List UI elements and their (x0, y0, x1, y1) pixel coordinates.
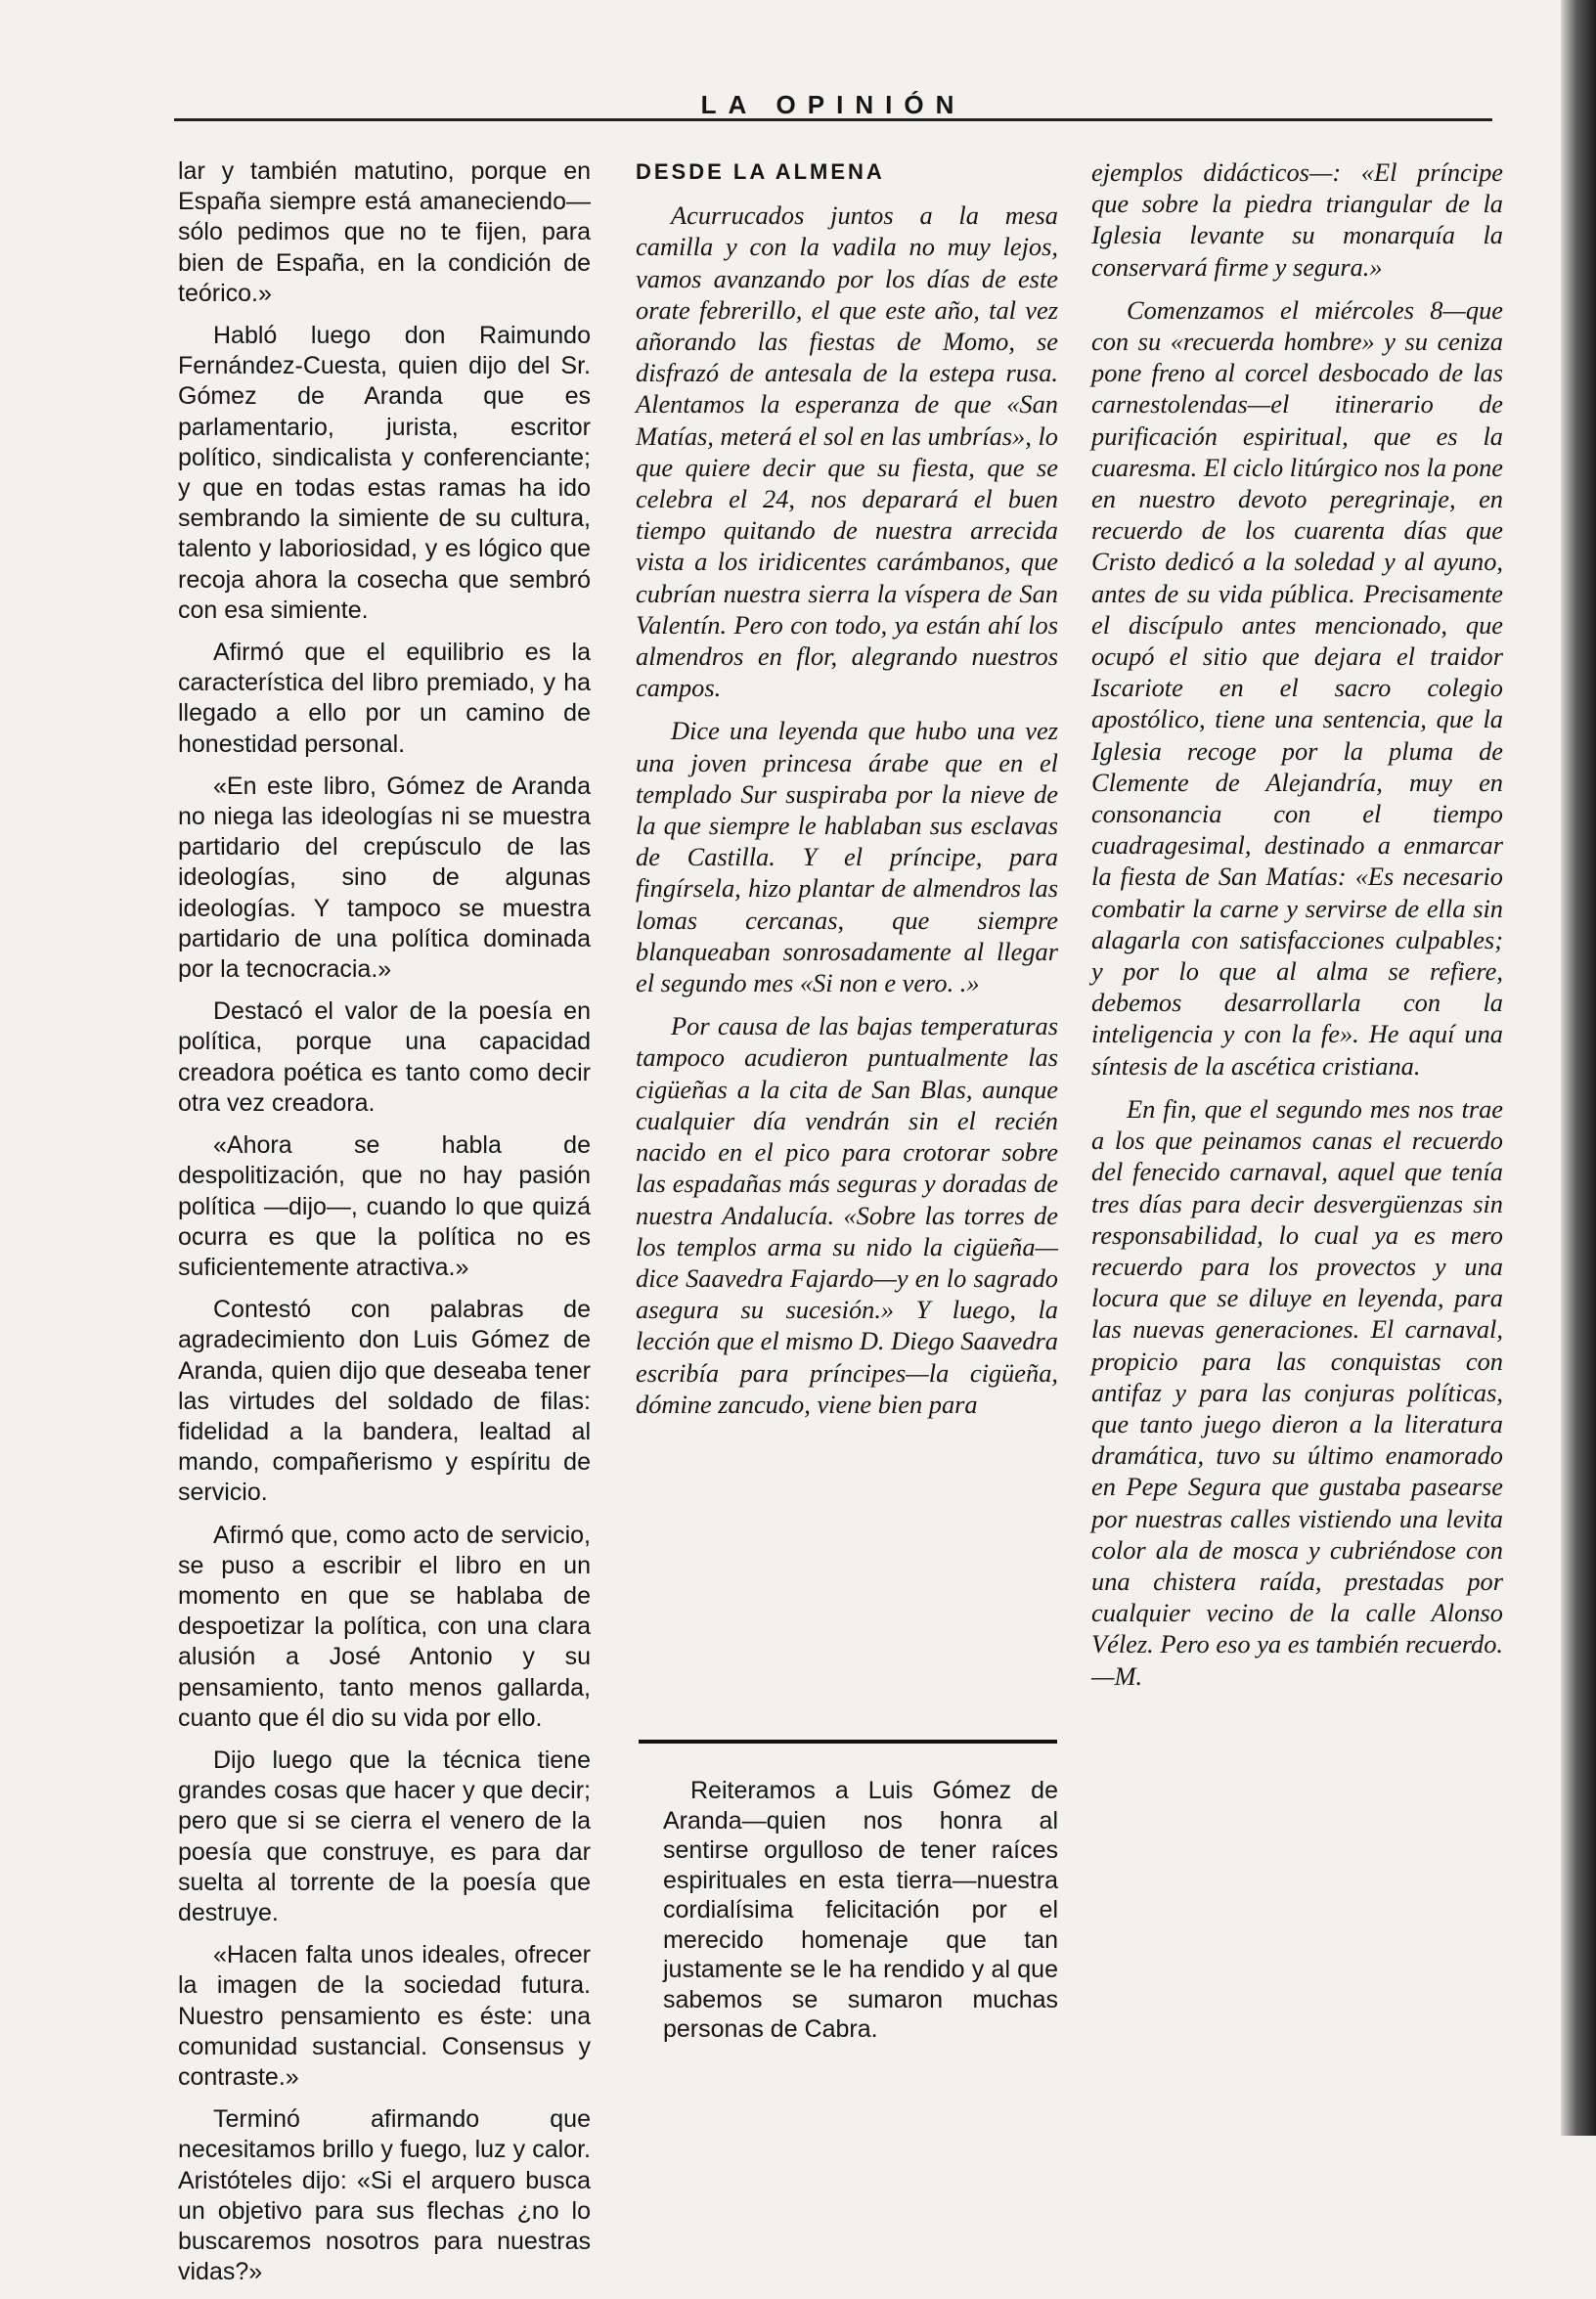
column-3-paragraph: Comenzamos el miércoles 8—que con su «recuerda hombre» y su ceniza pone freno al corcel desbocado de las carnestolendas—el itinerario de purificación espiritual, que es la cuaresma. El ciclo litúrgico nos la pone en nuestro devoto peregrinaje, en recuerdo de los cuarenta días que Cristo dedicó a la soledad y al ayuno, antes de su vida pública. Precisamente el discípulo antes mencionado, que ocupó el sitio que dejara el traidor Iscariote en el sacro colegio apostólico, tiene una sentencia, que la Iglesia recoge por la pluma de Clemente de Alejandría, muy en consonancia con el tiempo cuadragesimal, destinado a enmarcar la fiesta de San Matías: «Es necesario combatir la carne y servirse de ella sin alagarla con satisfacciones culpables; y por lo que al alma se refiere, debemos desarrollarla con la inteligencia y con la fe». He aquí una síntesis de la ascética cristiana. (1091, 294, 1503, 1081)
column-2-paragraph: Por causa de las bajas temperaturas tampoco acudieron puntualmente las cigüeñas a la cita de San Blas, aunque cualquier día vendrán sin el recién nacido en el pico para crotorar sobre las espadañas más seguras y doradas de nuestra Andalucía. «Sobre las torres de los templos arma su nido la cigüeña—dice Saavedra Fajardo—y en lo sagrado asegura su sucesión.» Y luego, la lección que el mismo D. Diego Saavedra escribía para príncipes—la cigüeña, dómine zancudo, viene bien para (636, 1011, 1058, 1419)
column-1-paragraph: «Hacen falta unos ideales, ofrecer la imagen de la sociedad futura. Nuestro pensamiento es éste: una comunidad sustancial. Consensus y contraste.» (178, 1941, 591, 2091)
column-1-paragraph: lar y también matutino, porque en España siempre está amaneciendo—sólo pedimos que no te fijen, para bien de España, en la condición de teórico.» (178, 157, 591, 307)
column-2-bottom-paragraph: Reiteramos a Luis Gómez de Aranda—quien nos honra al sentirse orgulloso de tener raíces espirituales en esta tierra—nuestra cordialísima felicitación por el merecido homenaje que tan justamente se le ha rendido y al que sabemos se sumaron muchas personas de Cabra. (663, 1777, 1058, 2043)
column-1-paragraph: Dijo luego que la técnica tiene grandes cosas que hacer y que decir; pero que si se cierra el venero de la poesía que construye, es para dar suelta al torrente de la poesía que destruye. (178, 1746, 591, 1926)
column-2-bottom (663, 1776, 1058, 2045)
column-1-paragraph: Destacó el valor de la poesía en política, porque una capacidad creadora poética es tanto como decir otra vez creadora. (178, 997, 591, 1117)
page-header-title: LA OPINIÓN (700, 90, 966, 119)
column-1-paragraph: Habló luego don Raimundo Fernández-Cuesta, quien dijo del Sr. Gómez de Aranda que es parlamentario, jurista, escritor político, sindicalista y conferenciante; y que en todas estas ramas ha ido sembrando la simiente de su cultura, talento y laboriosidad, y es lógico que recoja ahora la cosecha que sembró con esa simiente. (178, 322, 591, 624)
column-1-paragraph: Afirmó que, como acto de servicio, se puso a escribir el libro en un momento en que se hablaba de despoetizar la política, con una clara alusión a José Antonio y su pensamiento, tanto menos gallarda, cuanto que él dio su vida por ello. (178, 1521, 591, 1732)
column-2-paragraph: Acurrucados juntos a la mesa camilla y con la vadila no muy lejos, vamos avanzando por los días de este orate febrerillo, el que este año, tal vez añorando las fiestas de Momo, se disfrazó de antesala de la estepa rusa. Alentamos la esperanza de que «San Matías, meterá el sol en las umbrías», lo que quiere decir que su fiesta, que se celebra el 24, nos deparará el buen tiempo quitando de nuestra arrecida vista a los iridicentes carámbanos, que cubrían nuestra sierra la víspera de San Valentín. Pero con todo, ya están ahí los almendros en flor, alegrando nuestros campos. (636, 200, 1058, 703)
header-rule (174, 118, 1492, 121)
scan-page-edge (1561, 0, 1596, 2136)
column-1-paragraph: «Ahora se habla de despolitización, que no hay pasión política —dijo—, cuando lo que quizá ocurra es que la política no es suficientemente atractiva.» (178, 1131, 591, 1281)
column-3 (1091, 156, 1503, 1703)
column-3-paragraph: En fin, que el segundo mes nos trae a los que peinamos canas el recuerdo del fenecido carnaval, aquel que tenía tres días para decir desvergüenzas sin responsabilidad, lo cual ya es mero recuerdo para los provectos y una locura que se diluye en leyenda, para las nuevas generaciones. El carnaval, propicio para las conquistas con antifaz y para las conjuras políticas, que tanto juego dieron a la literatura dramática, tuvo su último enamorado en Pepe Segura que gustaba pasearse por nuestras calles vistiendo una levita color ala de mosca y cubriéndose con una chistera raída, prestadas por cualquier vecino de la calle Alonso Vélez. Pero eso ya es también recuerdo.—M. (1091, 1093, 1503, 1691)
column-2 (636, 156, 1058, 1432)
column-2-separator (639, 1740, 1057, 1744)
column-1 (178, 156, 591, 2299)
column-2-paragraph: Dice una leyenda que hubo una vez una joven princesa árabe que en el templado Sur suspiraba por la nieve de la que siempre le hablaban sus esclavas de Castilla. Y el príncipe, para fingírsela, hizo plantar de almendros las lomas cercanas, que siempre blanqueaban sonrosadamente al llegar el segundo mes «Si non e vero. .» (636, 716, 1058, 998)
column-1-paragraph: «En este libro, Gómez de Aranda no niega las ideologías ni se muestra partidario del crepúsculo de las ideologías, sino de algunas ideologías. Y tampoco se muestra partidario de una política dominada por la tecnocracia.» (178, 772, 591, 984)
column-1-paragraph: Contestó con palabras de agradecimiento don Luis Gómez de Aranda, quien dijo que deseaba tener las virtudes del soldado de filas: fidelidad a la bandera, lealtad al mando, compañerismo y espíritu de servicio. (178, 1296, 591, 1507)
column-1-paragraph: Terminó afirmando que necesitamos brillo y fuego, luz y calor. Aristóteles dijo: «Si el arquero busca un objetivo para sus flechas ¿no lo buscaremos nosotros para nuestras vidas?» (178, 2105, 591, 2286)
column-1-paragraph: Afirmó que el equilibrio es la característica del libro premiado, y ha llegado a ello por un camino de honestidad personal. (178, 639, 591, 758)
column-3-paragraph: ejemplos didácticos—: «El príncipe que sobre la piedra triangular de la Iglesia levante su monarquía la conservará firme y segura.» (1091, 157, 1503, 282)
section-title: DESDE LA ALMENA (636, 159, 885, 184)
